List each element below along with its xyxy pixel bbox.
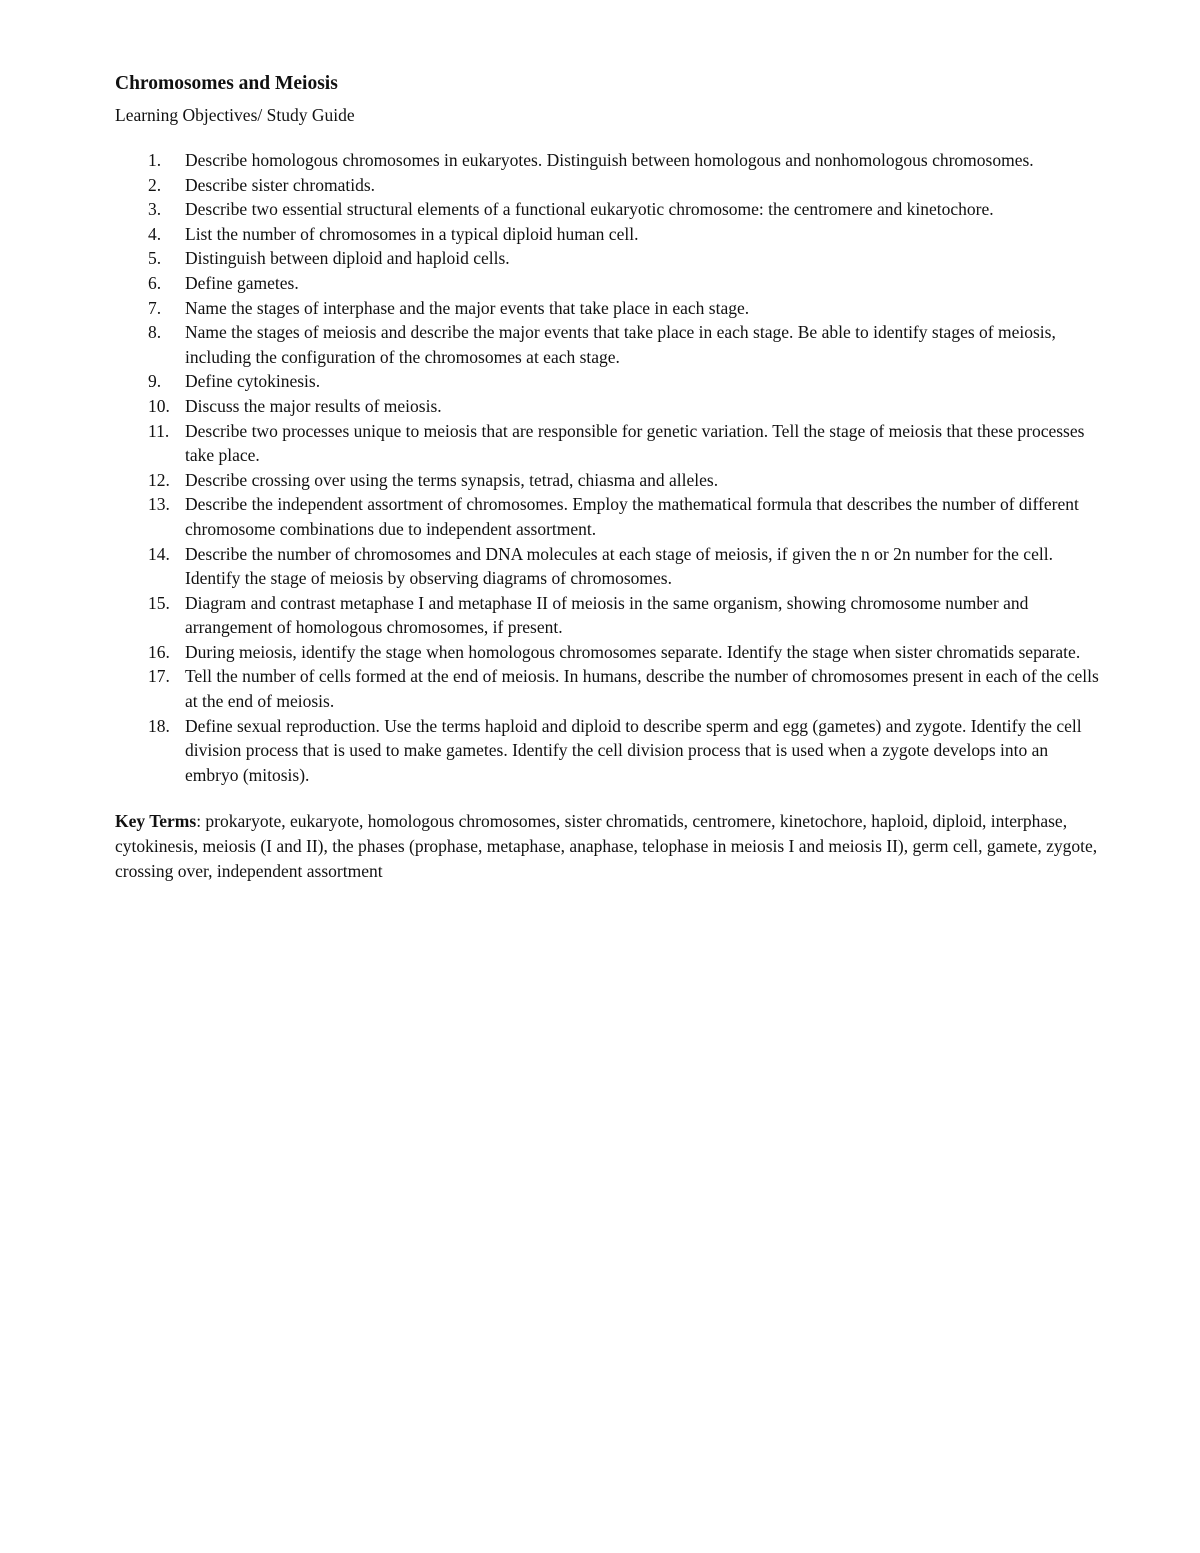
objective-item bbox=[115, 591, 1105, 640]
objective-number: 2. bbox=[148, 174, 162, 195]
objective-number: 14. bbox=[148, 543, 170, 564]
objective-item bbox=[115, 222, 1105, 247]
objective-item bbox=[115, 271, 1105, 296]
objective-number: 8. bbox=[148, 322, 162, 343]
objective-item bbox=[115, 369, 1105, 394]
objective-text: Define sexual reproduction. Use the terms haploid and diploid to describe sperm and egg (gametes) and zygote. Identify the cell division process that is used to make gametes. Identify the cell division process that is used when a zygote develops into an embryo (mitosis). bbox=[185, 715, 1082, 785]
objective-number: 16. bbox=[148, 641, 170, 662]
objective-text: Name the stages of meiosis and describe the major events that take place in each stage. Be able to identify stages of meiosis, including the configuration of the chromosomes at each stage. bbox=[185, 322, 1056, 367]
objective-number: 4. bbox=[148, 223, 162, 244]
objective-number: 15. bbox=[148, 592, 170, 613]
objective-item bbox=[115, 296, 1105, 321]
key-terms-label: Key Terms bbox=[115, 811, 197, 832]
objective-number: 5. bbox=[148, 248, 162, 269]
objective-text: Define cytokinesis. bbox=[185, 371, 321, 392]
objectives-list bbox=[115, 148, 1105, 787]
objective-number: 11. bbox=[148, 420, 170, 441]
key-terms-text: : prokaryote, eukaryote, homologous chromosomes, sister chromatids, centromere, kinetochore, haploid, diploid, interphase, cytokinesis, meiosis (I and II), the phases (prophase, metaphase, anaphase, telophase in meiosis I and meiosis II), germ cell, gamete, zygote, crossing over, independent assortment bbox=[115, 811, 1098, 881]
objective-number: 7. bbox=[148, 297, 162, 318]
objective-item bbox=[115, 148, 1105, 173]
objective-text: Tell the number of cells formed at the end of meiosis. In humans, describe the number of chromosomes present in each of the cells at the end of meiosis. bbox=[185, 666, 1099, 712]
page-title: Chromosomes and Meiosis bbox=[115, 73, 338, 94]
objective-item bbox=[115, 246, 1105, 271]
objective-number: 1. bbox=[148, 150, 162, 170]
objective-text: Describe crossing over using the terms synapsis, tetrad, chiasma and alleles. bbox=[185, 469, 719, 490]
objective-number: 17. bbox=[148, 666, 170, 687]
objective-text: Define gametes. bbox=[185, 272, 299, 293]
objective-item bbox=[115, 664, 1105, 713]
objective-text: Diagram and contrast metaphase I and metaphase II of meiosis in the same organism, showing chromosome number and arrangement of homologous chromosomes, if present. bbox=[185, 592, 1029, 638]
objective-item bbox=[115, 197, 1105, 222]
objective-number: 10. bbox=[148, 395, 170, 416]
objective-item bbox=[115, 714, 1105, 788]
objective-text: Describe the independent assortment of chromosomes. Employ the mathematical formula that describes the number of different chromosome combinations due to independent assortment. bbox=[185, 494, 1079, 539]
objective-text: Discuss the major results of meiosis. bbox=[185, 395, 442, 416]
objective-text: Describe sister chromatids. bbox=[185, 174, 376, 195]
objective-text: During meiosis, identify the stage when homologous chromosomes separate. Identify the stage when sister chromatids separate. bbox=[185, 641, 1081, 662]
objective-text: Describe two essential structural elements of a functional eukaryotic chromosome: the centromere and kinetochore. bbox=[185, 199, 994, 220]
document-page bbox=[115, 70, 1105, 883]
objective-text: Describe homologous chromosomes in eukaryotes. Distinguish between homologous and nonhomologous chromosomes. bbox=[185, 150, 1034, 170]
objective-number: 13. bbox=[148, 494, 170, 515]
objective-item bbox=[115, 492, 1105, 541]
objective-item bbox=[115, 419, 1105, 468]
objective-text: Describe two processes unique to meiosis that are responsible for genetic variation. Tell the stage of meiosis that these processes take place. bbox=[185, 420, 1085, 466]
objective-number: 9. bbox=[148, 371, 162, 392]
objective-number: 6. bbox=[148, 272, 162, 293]
objective-item bbox=[115, 640, 1105, 665]
objective-text: Describe the number of chromosomes and DNA molecules at each stage of meiosis, if given the n or 2n number for the cell. Identify the stage of meiosis by observing diagrams of chromosomes. bbox=[185, 543, 1053, 589]
objective-text: List the number of chromosomes in a typical diploid human cell. bbox=[185, 223, 639, 244]
objective-text: Name the stages of interphase and the major events that take place in each stage. bbox=[185, 297, 750, 318]
objective-text: Distinguish between diploid and haploid cells. bbox=[185, 248, 510, 269]
objective-number: 18. bbox=[148, 715, 170, 736]
objective-item bbox=[115, 542, 1105, 591]
key-terms-paragraph bbox=[115, 809, 1105, 883]
objective-item bbox=[115, 394, 1105, 419]
objective-item bbox=[115, 468, 1105, 493]
objective-item bbox=[115, 320, 1105, 369]
objective-number: 3. bbox=[148, 199, 162, 220]
page-subtitle: Learning Objectives/ Study Guide bbox=[115, 105, 355, 125]
objective-number: 12. bbox=[148, 469, 170, 490]
objective-item bbox=[115, 173, 1105, 198]
